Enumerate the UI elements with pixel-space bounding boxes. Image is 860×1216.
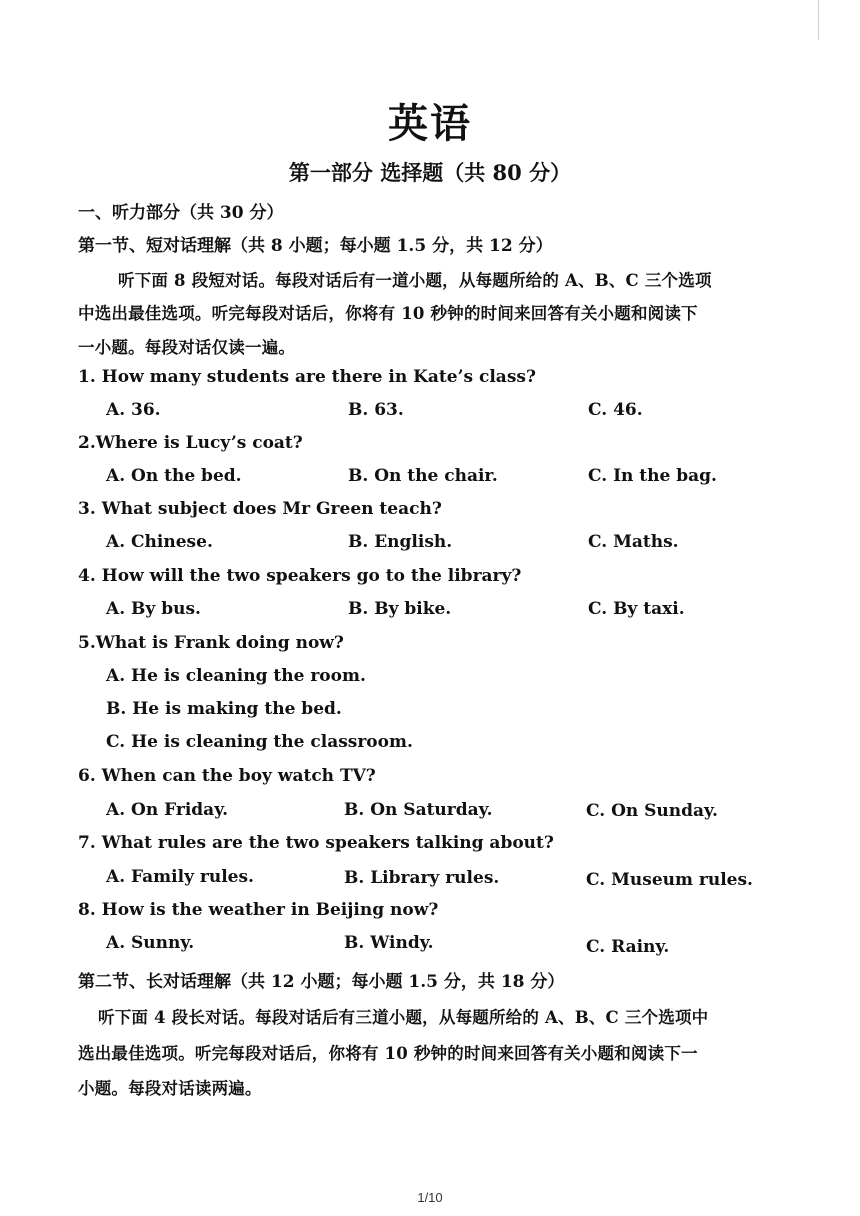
question-6: 6. When can the boy watch TV?: [78, 766, 376, 786]
part-title: 第一部分 选择题（共 80 分）: [288, 160, 572, 185]
subsection2-instruction-line: 小题。每段对话读两遍。: [78, 1079, 262, 1098]
subsection2-heading: 第二节、长对话理解（共 12 小题；每小题 1.5 分，共 18 分）: [78, 972, 565, 992]
question-1-option-b: B. 63.: [348, 400, 404, 420]
question-6-option-a: A. On Friday.: [106, 800, 229, 820]
question-3: 3. What subject does Mr Green teach?: [78, 499, 442, 519]
question-5-option-c: C. He is cleaning the classroom.: [106, 732, 413, 752]
question-6-option-b: B. On Saturday.: [344, 800, 493, 820]
question-4-option-a: A. By bus.: [106, 599, 201, 619]
question-5-option-b: B. He is making the bed.: [106, 699, 342, 719]
scan-edge-line: [818, 0, 819, 40]
question-1-option-a: A. 36.: [106, 400, 161, 420]
question-8-option-a: A. Sunny.: [106, 933, 195, 953]
subsection1-instruction-line: 听下面 8 段短对话。每段对话后有一道小题，从每题所给的 A、B、C 三个选项: [118, 271, 712, 290]
question-4: 4. How will the two speakers go to the library?: [78, 566, 522, 586]
question-3-option-b: B. English.: [348, 532, 453, 552]
question-3-option-a: A. Chinese.: [106, 532, 213, 552]
subsection1-heading: 第一节、短对话理解（共 8 小题；每小题 1.5 分，共 12 分）: [78, 236, 553, 256]
section-heading: 一、听力部分（共 30 分）: [78, 203, 284, 223]
question-7-option-b: B. Library rules.: [344, 868, 500, 888]
question-2: 2.Where is Lucy’s coat?: [78, 433, 303, 453]
question-4-option-b: B. By bike.: [348, 599, 452, 619]
subsection2-instruction-line: 选出最佳选项。听完每段对话后，你将有 10 秒钟的时间来回答有关小题和阅读下一: [78, 1044, 698, 1063]
question-1-option-c: C. 46.: [588, 400, 643, 420]
question-8-option-c: C. Rainy.: [586, 937, 670, 957]
page-number: 1/10: [417, 1190, 443, 1205]
question-7: 7. What rules are the two speakers talking about?: [78, 833, 554, 853]
question-5: 5.What is Frank doing now?: [78, 633, 344, 653]
subsection2-instruction-line: 听下面 4 段长对话。每段对话后有三道小题，从每题所给的 A、B、C 三个选项中: [98, 1008, 709, 1027]
page-title: 英语: [388, 100, 472, 147]
subsection1-instruction-line: 一小题。每段对话仅读一遍。: [78, 338, 296, 357]
question-1: 1. How many students are there in Kate’s class?: [78, 367, 536, 387]
question-5-option-a: A. He is cleaning the room.: [106, 666, 366, 686]
subsection1-instruction-line: 中选出最佳选项。听完每段对话后，你将有 10 秒钟的时间来回答有关小题和阅读下: [78, 304, 698, 323]
question-7-option-a: A. Family rules.: [106, 867, 254, 887]
question-3-option-c: C. Maths.: [588, 532, 679, 552]
question-8: 8. How is the weather in Beijing now?: [78, 900, 439, 920]
question-4-option-c: C. By taxi.: [588, 599, 685, 619]
question-7-option-c: C. Museum rules.: [586, 870, 753, 890]
question-2-option-c: C. In the bag.: [588, 466, 717, 486]
question-2-option-b: B. On the chair.: [348, 466, 498, 486]
question-2-option-a: A. On the bed.: [106, 466, 242, 486]
question-8-option-b: B. Windy.: [344, 933, 434, 953]
question-6-option-c: C. On Sunday.: [586, 801, 718, 821]
